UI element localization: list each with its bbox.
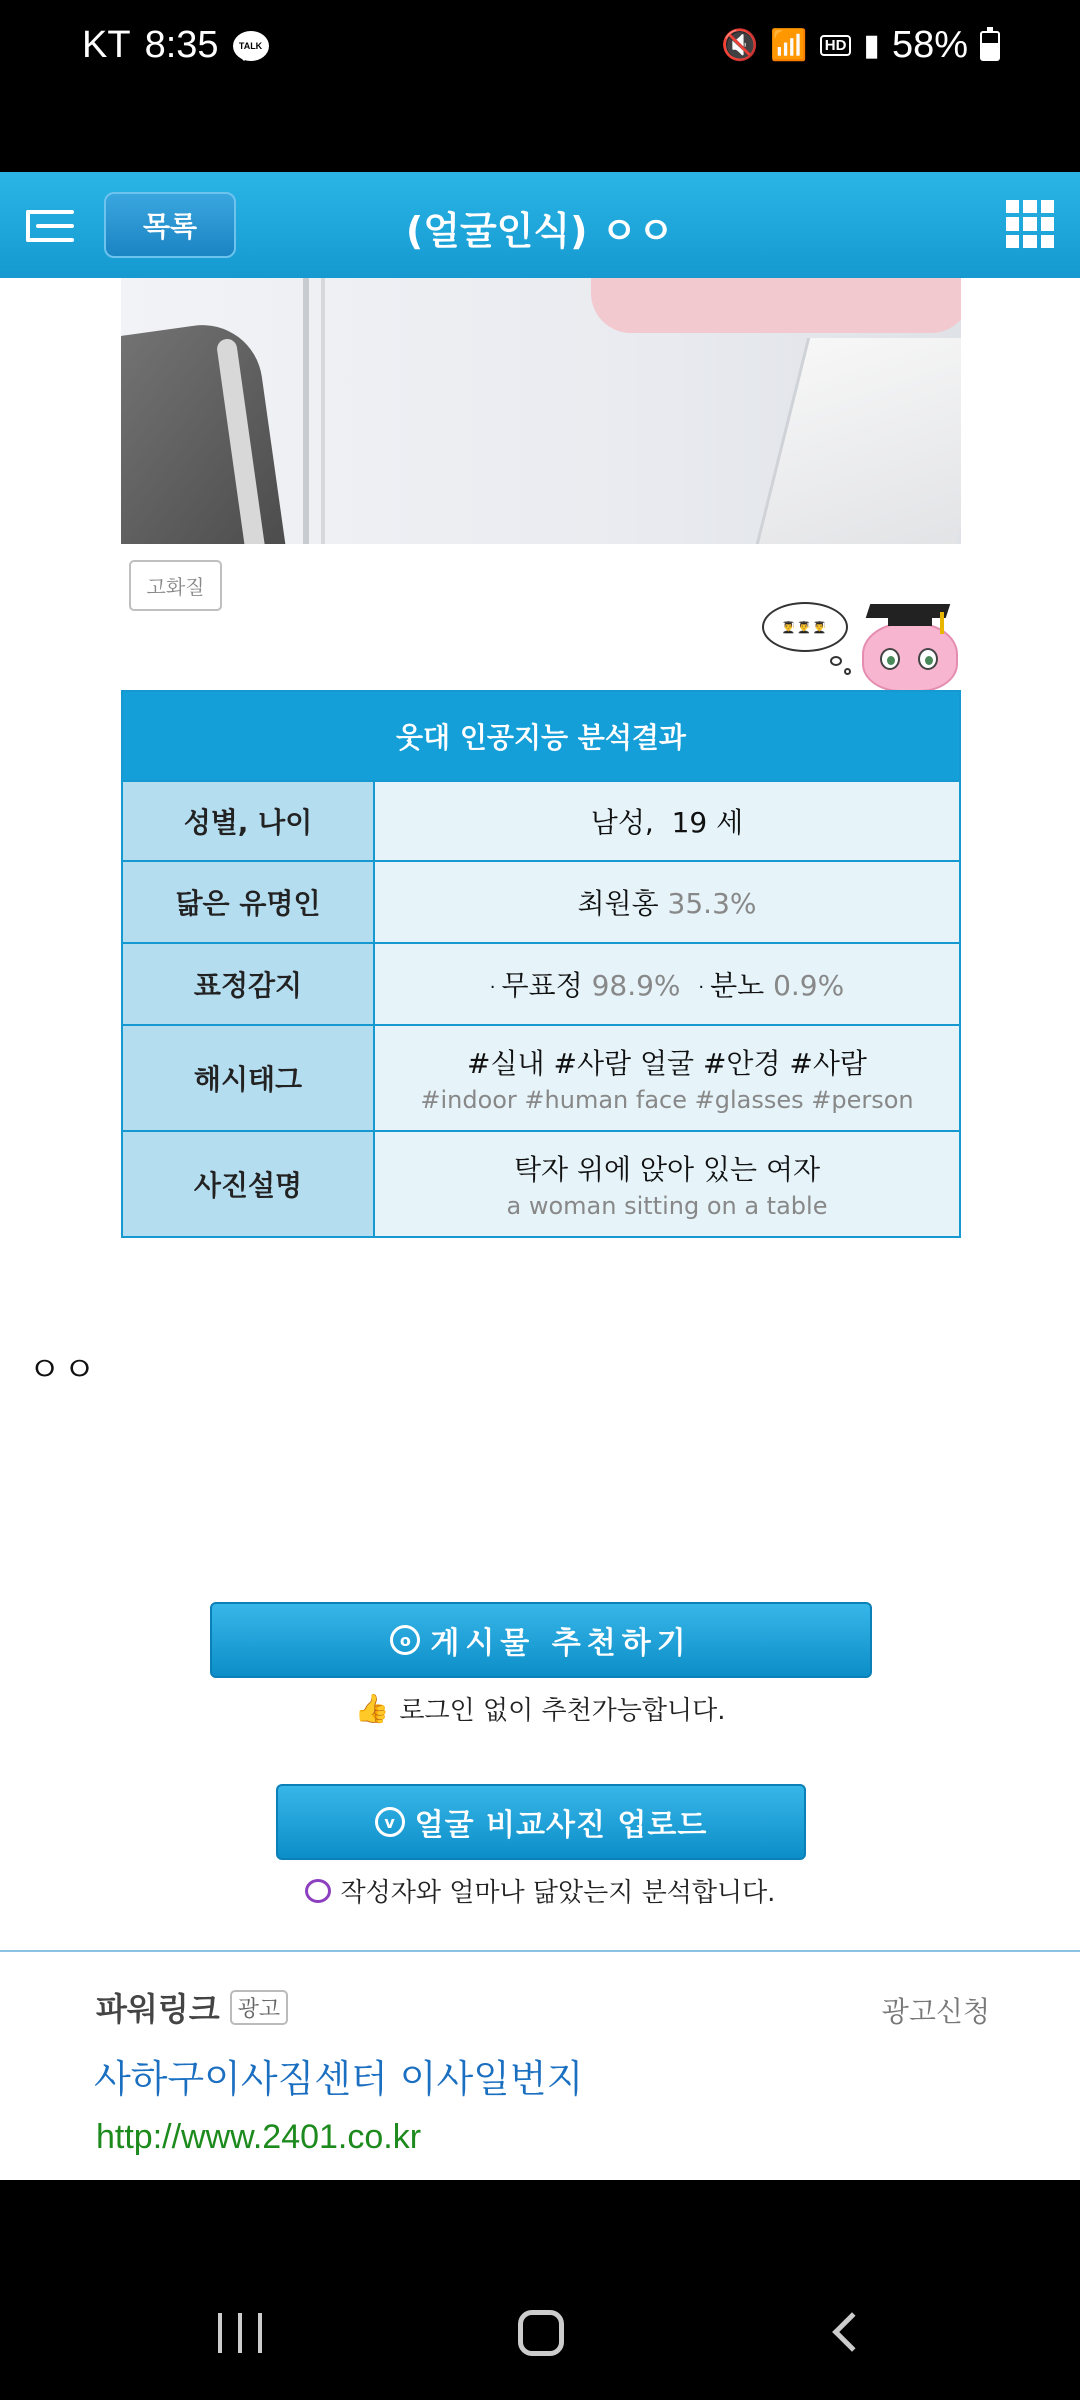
- status-left: [82, 24, 269, 67]
- thumbs-up-icon: 👍: [354, 1692, 390, 1725]
- gender-value: 남성,: [590, 806, 654, 839]
- graduation-cap-icon: [866, 604, 951, 618]
- kakaotalk-notification-icon: [233, 31, 269, 61]
- row-label: 닮은 유명인: [123, 862, 375, 942]
- result-row-hashtags: [123, 1024, 959, 1130]
- home-icon[interactable]: [518, 2310, 564, 2356]
- row-value: [375, 782, 959, 860]
- row-label: 표정감지: [123, 944, 375, 1024]
- row-label: 사진설명: [123, 1132, 375, 1236]
- expression-1: 무표정: [501, 969, 583, 1002]
- ad-title-link[interactable]: 사하구이사짐센터 이사일번지: [94, 2057, 584, 2101]
- recommend-note-text: 로그인 없이 추천가능합니다.: [399, 1696, 726, 1726]
- result-row-lookalike: [123, 860, 959, 942]
- row-value: [375, 1026, 959, 1130]
- row-value: [375, 1132, 959, 1236]
- hashtags-english: #indoor #human face #glasses #person: [420, 1086, 914, 1114]
- system-nav-bar: [0, 2180, 1080, 2400]
- hashtags-korean: #실내 #사람 얼굴 #안경 #사람: [467, 1047, 867, 1080]
- power-link-header: [96, 1984, 288, 2030]
- bullet-icon: ·: [698, 976, 705, 998]
- talk-badge-text: TALK: [238, 40, 263, 51]
- app-bar: [0, 172, 1080, 278]
- bullet-icon: ·: [489, 976, 496, 998]
- recommend-post-button[interactable]: [210, 1602, 872, 1678]
- thought-bubble: [762, 602, 848, 652]
- thought-bubble-faces: 👨‍🎓👨‍🎓👨‍🎓: [781, 620, 829, 634]
- wifi-icon: 📶: [770, 29, 808, 62]
- battery-icon: [980, 31, 1000, 61]
- ad-url-link[interactable]: http://www.2401.co.kr: [96, 2118, 422, 2156]
- upload-label: 얼굴 비교사진 업로드: [414, 1808, 708, 1843]
- recommend-label: 게시물 추천하기: [430, 1626, 692, 1661]
- high-quality-button[interactable]: 고화질: [129, 560, 222, 611]
- section-divider: [0, 1950, 1080, 1952]
- status-bar: [0, 0, 1080, 172]
- signal-icon: ▮: [863, 29, 880, 62]
- grid-menu-icon[interactable]: [1006, 200, 1054, 248]
- ad-badge: 광고: [230, 1990, 289, 2025]
- page-title: (얼굴인식) ㅇㅇ: [405, 209, 675, 253]
- speech-bubble-icon: [305, 1879, 331, 1903]
- power-link-title: 파워링크: [96, 1990, 220, 2028]
- recent-apps-icon[interactable]: [218, 2313, 262, 2353]
- result-row-gender-age: [123, 780, 959, 860]
- result-row-caption: [123, 1130, 959, 1236]
- expression-1-percent: 98.9%: [591, 969, 681, 1002]
- upload-note: [0, 1872, 1080, 1909]
- carrier-label: KT: [82, 24, 131, 66]
- lookalike-name: 최원홍: [577, 887, 659, 920]
- row-value: [375, 862, 959, 942]
- lookalike-percent: 35.3%: [667, 887, 757, 920]
- row-label: 해시태그: [123, 1026, 375, 1130]
- recommend-note: [0, 1690, 1080, 1727]
- vibrate-mute-icon: 🔇: [721, 29, 759, 62]
- upload-note-text: 작성자와 얼마나 닮았는지 분석합니다.: [340, 1878, 776, 1908]
- row-value: [375, 944, 959, 1024]
- post-photo[interactable]: [121, 278, 961, 544]
- battery-percent: 58%: [891, 24, 968, 66]
- expression-2: 분노: [710, 969, 765, 1002]
- result-row-expression: [123, 942, 959, 1024]
- age-value: 19 세: [671, 806, 744, 839]
- upload-compare-photo-button[interactable]: [276, 1784, 806, 1860]
- hd-voice-icon: HD: [820, 35, 852, 56]
- caption-english: a woman sitting on a table: [506, 1192, 828, 1220]
- analysis-result-header: 웃대 인공지능 분석결과: [123, 692, 959, 780]
- ad-apply-link[interactable]: 광고신청: [881, 1995, 990, 2028]
- menu-icon[interactable]: [26, 208, 76, 244]
- analysis-result-table: [121, 690, 961, 1238]
- ai-mascot-image: [762, 594, 962, 690]
- caption-korean: 탁자 위에 앉아 있는 여자: [513, 1153, 821, 1186]
- expression-2-percent: 0.9%: [773, 969, 845, 1002]
- row-label: 성별, 나이: [123, 782, 375, 860]
- list-button[interactable]: 목록: [104, 192, 236, 258]
- circle-o-icon: o: [390, 1625, 420, 1655]
- status-right: [721, 24, 1000, 67]
- post-body-text: ㅇㅇ: [28, 1350, 98, 1390]
- clock: 8:35: [144, 24, 219, 66]
- circle-v-icon: v: [375, 1807, 405, 1837]
